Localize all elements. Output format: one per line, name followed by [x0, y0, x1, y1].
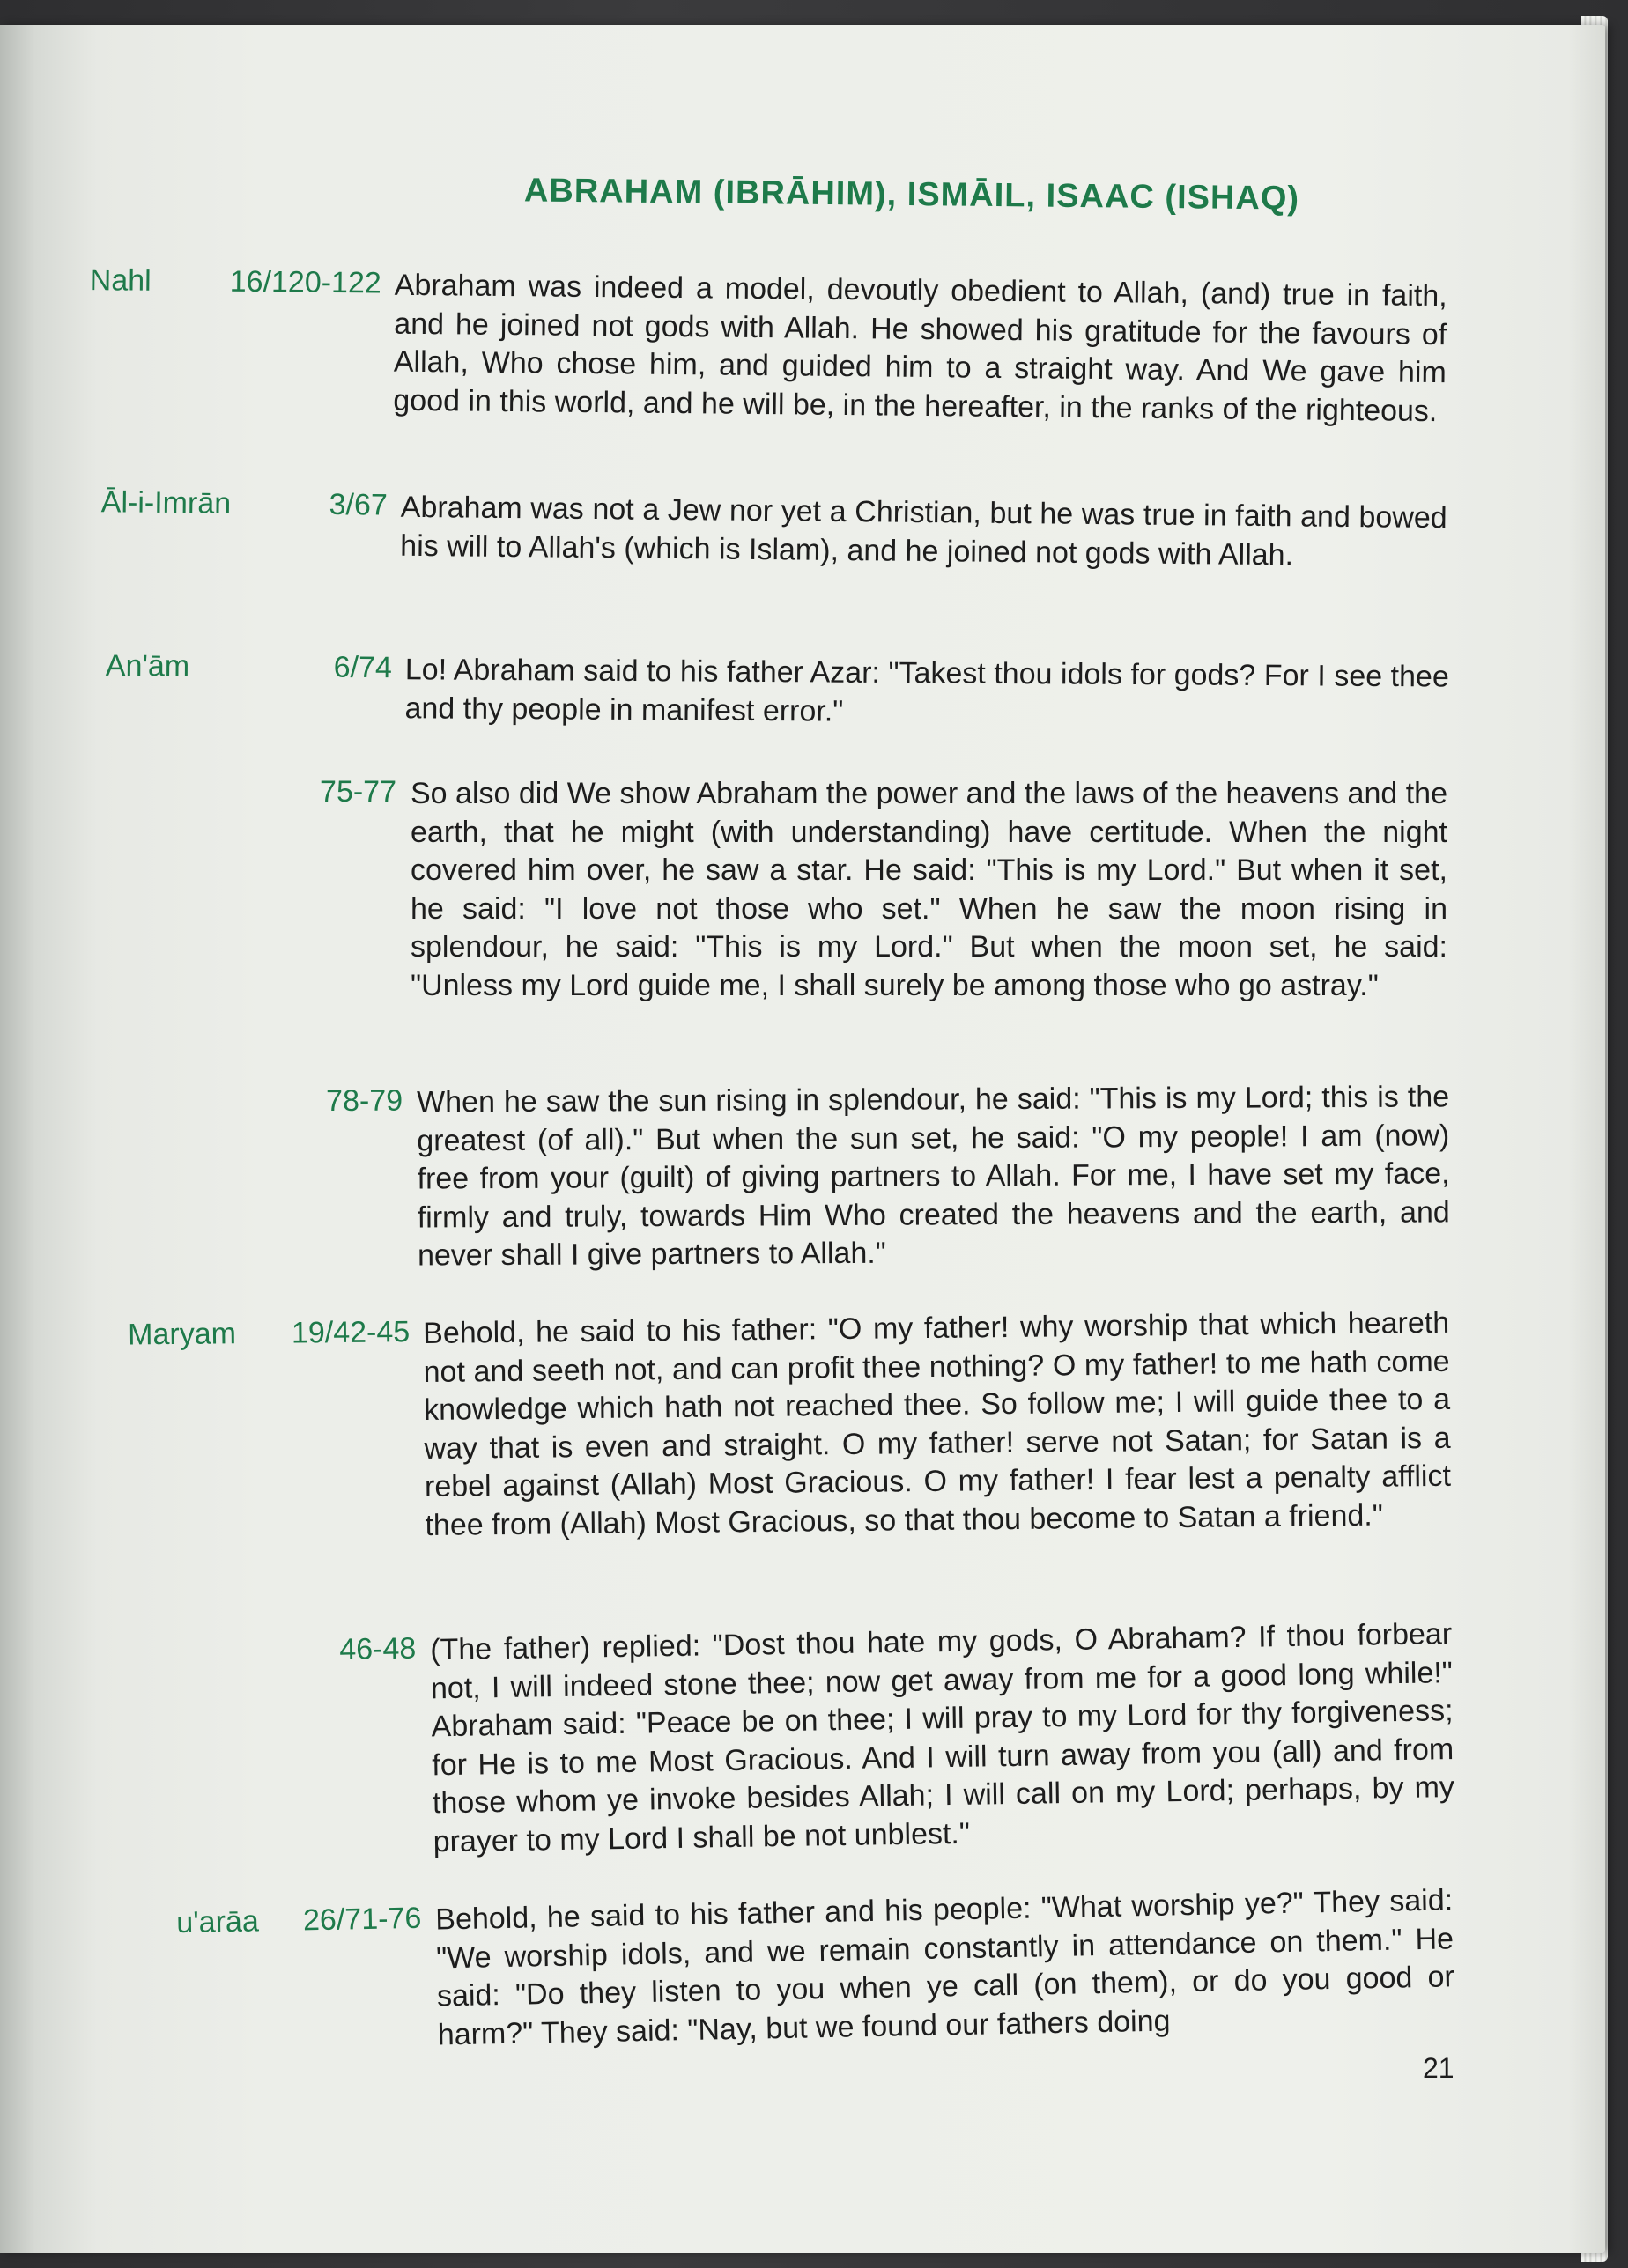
verse-reference: 46-48 [338, 1631, 417, 1666]
verse-entry [0, 1614, 1498, 1858]
page-title: ABRAHAM (IBRĀHIM), ISMĀIL, ISAAC (ISHAQ) [523, 172, 1300, 218]
surah-name: Āl-i-Imrān [100, 485, 232, 521]
surah-name: An'ām [105, 648, 190, 683]
verse-text: Abraham was indeed a model, devoutly obedient to Allah, (and) true in faith, and he joined not gods with Allah. He showed his gratitude for the favours of Allah, Who chose him, and guided him to a straight way. And We gave him good in this world, and he will be, in the hereafter, in the ranks of the righteous. [393, 268, 1447, 428]
verse-text: Behold, he said to his father: "O my father! why worship that which heareth not and seeth not, and can profit thee nothing? O my father! to me hath come knowledge which hath not reached thee. So follow me; I will guide thee to a way that is even and straight. O my father! serve not Satan; for Satan is a rebel against (Allah) Most Gracious. O my father! I fear lest a penalty afflict thee from (Allah) Most Gracious, so that thou become to Satan a friend." [422, 1305, 1452, 1542]
verse-reference: 3/67 [329, 487, 388, 522]
surah-name: u'arāa [175, 1904, 260, 1940]
verse-reference: 78-79 [326, 1083, 403, 1119]
verse-entry [0, 1078, 1498, 1273]
verse-entry [0, 262, 1498, 428]
verse-reference: 75-77 [320, 775, 396, 809]
verse-entry [0, 484, 1498, 572]
verse-text: Abraham was not a Jew nor yet a Christian, but he was true in faith and bowed his will to Allah's (which is Islam), and he joined not gods with Allah. [400, 490, 1447, 572]
verse-text: Lo! Abraham said to his father Azar: "Takest thou idols for gods? For I see thee and thy people in manifest error." [404, 653, 1449, 728]
verse-text: (The father) replied: "Dost thou hate my gods, O Abraham? If thou forbear not, I will indeed stone thee; now get away from me for a good long while!" Abraham said: "Peace be on thee; I will pray to my Lord for thy forgiveness; for He is to me Most Gracious. And I will turn away from you (all) and from those whom ye invoke besides Allah; I will call on my Lord; perhaps, by my prayer to my Lord I shall be not unblest." [429, 1617, 1455, 1858]
verse-entry [0, 1880, 1498, 2051]
verse-reference: 26/71-76 [302, 1901, 422, 1938]
verse-reference: 16/120-122 [229, 264, 381, 300]
verse-reference: 6/74 [333, 650, 392, 685]
verse-text: Behold, he said to his father and his people: "What worship ye?" They said: "We worship idols, and we remain constantly in attendance on them." He said: "Do they listen to you when ye call (on them), or do you good or harm?" They said: "Nay, but we found our fathers doing [434, 1883, 1455, 2051]
surah-name: Nahl [89, 263, 152, 298]
page-number: 21 [1423, 2052, 1454, 2084]
verse-reference: 19/42-45 [291, 1315, 411, 1350]
verse-entry [0, 1304, 1498, 1542]
verse-text: When he saw the sun rising in splendour, he said: "This is my Lord; this is the greatest (of all)." But when the sun set, he said: "O my people! I am (now) free from your (guilt) of giving partners to Allah. For me, I have set my face, firmly and truly, towards Him Who created the heavens and the earth, and never shall I give partners to Allah." [417, 1080, 1450, 1273]
verse-text: So also did We show Abraham the power and the laws of the heavens and the earth, that he might (with understanding) have certitude. When the night covered him over, he saw a star. He said: "This is my Lord." But when it set, he said: "I love not those who set." When he saw the moon rising in splendour, he said: "This is my Lord." But when the moon set, he said: "Unless my Lord guide me, I shall surely be among those who go astray." [411, 777, 1447, 1002]
book-page [0, 25, 1605, 2253]
surah-name: Maryam [127, 1317, 237, 1352]
verse-entry [0, 648, 1498, 728]
